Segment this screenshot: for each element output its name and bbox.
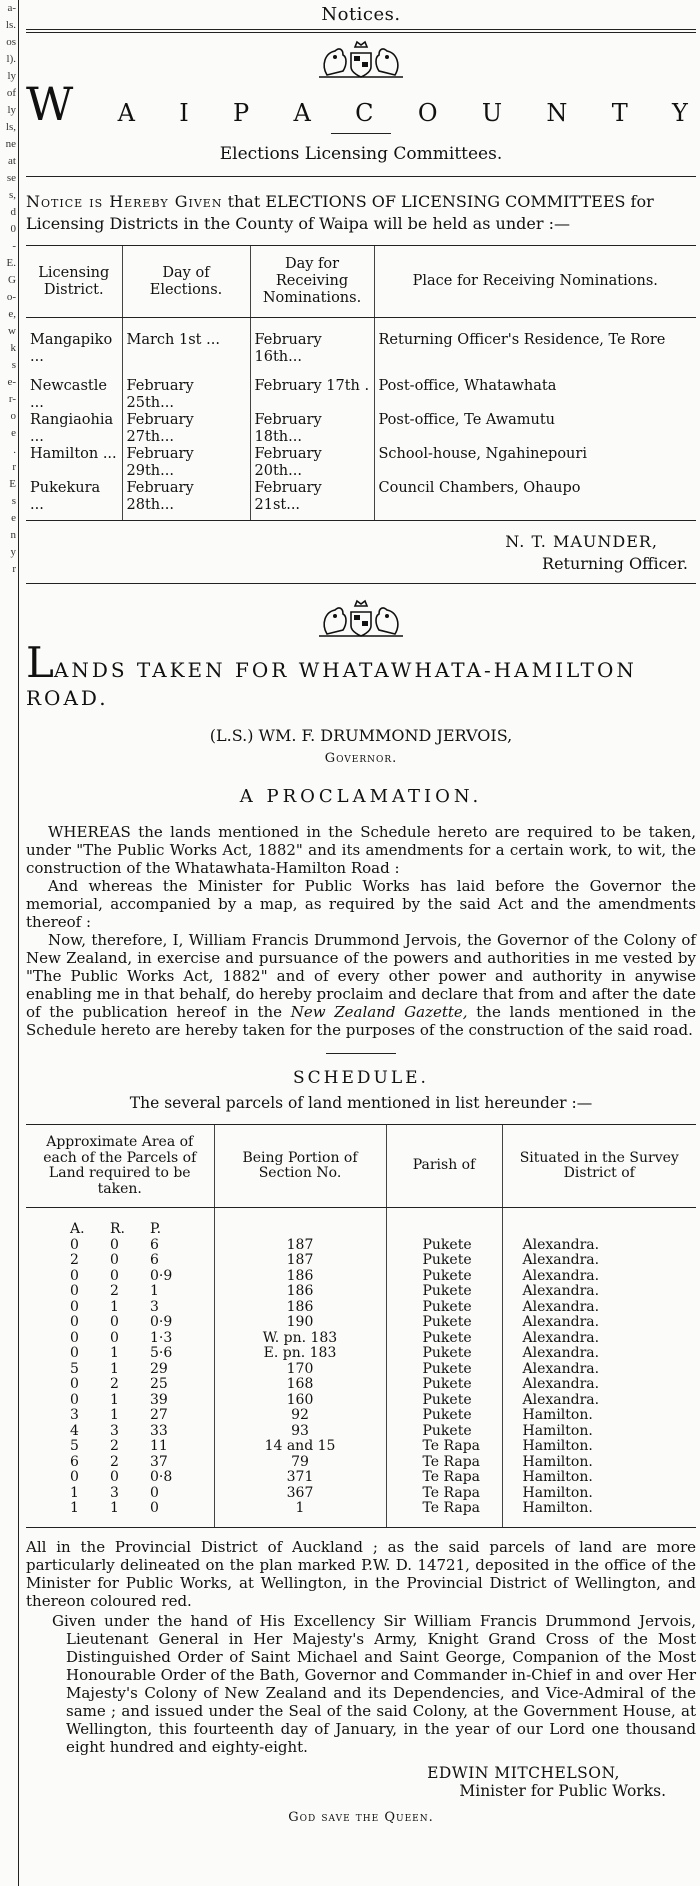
gutter-fragment: se <box>6 172 16 184</box>
cell-district: Alexandra. <box>502 1346 696 1362</box>
cell-area <box>26 1393 214 1409</box>
table-row <box>26 1238 696 1254</box>
cell-section: 93 <box>214 1424 386 1440</box>
gutter-fragment: o <box>10 410 16 422</box>
governor-name: (L.S.) WM. F. DRUMMOND JERVOIS, <box>209 726 513 745</box>
area-r: 1 <box>110 1391 119 1408</box>
gutter-fragment: e- <box>7 376 16 388</box>
given-under-hand: Given under the hand of His Excellency Sir William Francis Drummond Jervois, Lieutenant General in Her Majesty's Army, Knight Grand Cross of the Most Distinguished Order of Saint Michael and Saint George, Companion of the Most Honourable Order of the Bath, Governor and Commander in-Chief in and over Her Majesty's Colony of New Zealand and its Dependencies, and Vice-Admiral of the same ; and issued under the Seal of the said Colony, at the Government House, at Wellington, this fourteenth day of January, in the year of our Lord one thousand eight hundred and eighty-eight. <box>52 1611 696 1756</box>
area-r: 2 <box>110 1283 119 1299</box>
divider <box>326 1053 396 1054</box>
unit-acres: A. <box>70 1221 85 1237</box>
county-letter: Y <box>672 99 690 127</box>
cell-parish: Pukete <box>386 1315 502 1331</box>
cell-district: Hamilton. <box>502 1408 696 1424</box>
column-header: Being Portion of Section No. <box>214 1125 386 1208</box>
paragraph: And whereas the Minister for Public Works has laid before the Governor the memorial, accompanied by a map, as required by the said Act and the amendments thereof : <box>26 877 696 931</box>
gutter-fragment: os <box>6 36 16 48</box>
table-row <box>26 412 696 446</box>
cell-area <box>26 1501 214 1527</box>
minister-signature <box>26 1764 696 1800</box>
header-rule <box>26 29 696 33</box>
gutter-fragment: y <box>10 546 16 558</box>
area-p: 29 <box>150 1360 168 1377</box>
area-r: 0 <box>110 1252 119 1268</box>
area-p: 6 <box>150 1252 159 1268</box>
notice-subheading: Elections Licensing Committees. <box>219 144 503 164</box>
minister-name: EDWIN MITCHELSON, <box>427 1763 620 1782</box>
gutter-fragment: e <box>11 512 16 524</box>
cell-district: Hamilton ... <box>30 446 117 462</box>
table-row <box>26 1331 696 1347</box>
notice-lead: Notice is Hereby Given <box>26 192 223 211</box>
cell-district: Alexandra. <box>502 1238 696 1254</box>
area-a: 0 <box>70 1236 79 1253</box>
cell-section: 367 <box>214 1486 386 1502</box>
table-row <box>26 1284 696 1300</box>
column-header: Day of Elections. <box>122 246 250 318</box>
schedule-heading: SCHEDULE. <box>293 1068 429 1088</box>
cell-district: Alexandra. <box>502 1253 696 1269</box>
gutter-fragment: at <box>8 155 16 167</box>
cell-area <box>26 1346 214 1362</box>
cell-section: 371 <box>214 1470 386 1486</box>
signer-name: N. T. MAUNDER, <box>505 532 658 551</box>
cell-district: Alexandra. <box>502 1284 696 1300</box>
county-letter: W <box>26 77 76 131</box>
cell-place: School-house, Ngahinepouri <box>374 446 696 480</box>
area-a: 0 <box>70 1391 79 1408</box>
notice-lands-taken <box>26 598 696 1825</box>
title-initial: L <box>26 638 54 687</box>
area-r: 1 <box>110 1360 119 1377</box>
cell-area <box>26 1486 214 1502</box>
area-p: 0 <box>150 1484 159 1501</box>
section-divider <box>26 583 696 584</box>
area-a: 3 <box>70 1407 79 1423</box>
cell-parish: Pukete <box>386 1424 502 1440</box>
cell-area <box>26 1470 214 1486</box>
cell-area <box>26 1377 214 1393</box>
table-row <box>26 1455 696 1471</box>
area-r: 0 <box>110 1267 119 1284</box>
table-row <box>26 480 696 521</box>
county-letter: N <box>546 99 570 127</box>
signer-title: Returning Officer. <box>542 554 688 573</box>
cell-section: 190 <box>214 1315 386 1331</box>
area-a: 4 <box>70 1422 79 1439</box>
cell-district: Alexandra. <box>502 1315 696 1331</box>
column-header: Licensing District. <box>26 246 122 318</box>
area-r: 0 <box>110 1329 119 1346</box>
table-row <box>26 1408 696 1424</box>
cell-parish: Pukete <box>386 1300 502 1316</box>
area-a: 1 <box>70 1500 79 1516</box>
governor-title: Governor. <box>324 751 398 766</box>
area-a: 0 <box>70 1329 79 1346</box>
royal-coat-of-arms-icon <box>26 39 696 79</box>
area-r: 2 <box>110 1438 119 1454</box>
cell-parish: Pukete <box>386 1393 502 1409</box>
cell-parish: Pukete <box>386 1284 502 1300</box>
cell-election: March 1st ... <box>122 318 250 379</box>
cell-nominations: February 16th... <box>250 318 374 379</box>
cell-election: February 27th... <box>122 412 250 446</box>
gutter-fragment: l). <box>6 53 16 65</box>
cell-nominations: February 17th . <box>250 378 374 412</box>
gutter-fragment: r <box>12 563 16 575</box>
gutter-fragment: E. <box>6 257 16 269</box>
returning-officer-signature <box>26 531 696 575</box>
cell-parish: Pukete <box>386 1346 502 1362</box>
area-p: 0·9 <box>150 1314 173 1330</box>
cell-section: 168 <box>214 1377 386 1393</box>
cell-section: E. pn. 183 <box>214 1346 386 1362</box>
cell-parish: Pukete <box>386 1408 502 1424</box>
schedule-subheading: The several parcels of land mentioned in list hereunder :— <box>129 1094 593 1112</box>
cell-parish: Te Rapa <box>386 1486 502 1502</box>
area-r: 1 <box>110 1407 119 1423</box>
table-row <box>26 1486 696 1502</box>
area-r: 3 <box>110 1484 119 1501</box>
gutter-fragment: 0 <box>10 223 16 235</box>
area-p: 0·9 <box>150 1267 173 1284</box>
page-header-title: Notices. <box>321 4 401 25</box>
table-row <box>26 1346 696 1362</box>
licensing-elections-table <box>26 245 696 521</box>
gutter-fragment: d <box>10 206 16 218</box>
cell-parish: Pukete <box>386 1269 502 1285</box>
gutter-fragment: ly <box>7 70 16 82</box>
schedule-table <box>26 1124 696 1528</box>
cell-district: Alexandra. <box>502 1377 696 1393</box>
cell-district: Alexandra. <box>502 1393 696 1409</box>
table-row <box>26 1269 696 1285</box>
cell-district: Alexandra. <box>502 1300 696 1316</box>
cell-election: February 28th... <box>122 480 250 521</box>
gutter-fragment: ls, <box>5 121 16 133</box>
column-header: Approximate Area of each of the Parcels of Land required to be taken. <box>26 1125 214 1208</box>
unit-perches: P. <box>150 1221 162 1237</box>
gutter-fragment: s <box>11 359 16 371</box>
cell-district: Alexandra. <box>502 1269 696 1285</box>
gutter-fragment: r <box>12 461 16 473</box>
cell-area <box>26 1424 214 1440</box>
cell-place: Returning Officer's Residence, Te Rore <box>374 318 696 379</box>
divider <box>331 133 391 134</box>
area-r: 0 <box>110 1236 119 1253</box>
unit-roods: R. <box>110 1221 125 1237</box>
cell-district: Hamilton. <box>502 1501 696 1527</box>
area-p: 0 <box>150 1500 159 1516</box>
cell-section: 187 <box>214 1253 386 1269</box>
cell-section: 186 <box>214 1284 386 1300</box>
gutter-fragment: w <box>8 325 16 337</box>
cell-section: 92 <box>214 1408 386 1424</box>
area-p: 5·6 <box>150 1345 173 1361</box>
cell-section: 186 <box>214 1269 386 1285</box>
cell-parish: Te Rapa <box>386 1439 502 1455</box>
area-p: 0·8 <box>150 1469 173 1485</box>
gutter-fragment: e, <box>8 308 16 320</box>
area-p: 39 <box>150 1391 168 1408</box>
title-text: ANDS TAKEN FOR WHATAWHATA-HAMILTON ROAD. <box>26 658 637 710</box>
cell-district: Alexandra. <box>502 1331 696 1347</box>
area-a: 0 <box>70 1345 79 1361</box>
cell-nominations: February 20th... <box>250 446 374 480</box>
area-r: 0 <box>110 1314 119 1330</box>
area-p: 3 <box>150 1298 159 1315</box>
county-letter: U <box>481 99 505 127</box>
table-row <box>26 1501 696 1527</box>
cell-area <box>26 1362 214 1378</box>
area-p: 37 <box>150 1453 168 1470</box>
area-p: 6 <box>150 1236 159 1253</box>
area-r: 1 <box>110 1298 119 1315</box>
cell-parish: Pukete <box>386 1362 502 1378</box>
cell-section: 187 <box>214 1238 386 1254</box>
cell-district: Hamilton. <box>502 1470 696 1486</box>
county-letter: A <box>117 99 137 127</box>
cell-area <box>26 1455 214 1471</box>
gutter-fragment: ly <box>7 104 16 116</box>
cell-parish: Te Rapa <box>386 1501 502 1527</box>
cell-section: 14 and 15 <box>214 1439 386 1455</box>
area-p: 11 <box>150 1438 168 1454</box>
area-a: 5 <box>70 1360 79 1377</box>
area-r: 2 <box>110 1453 119 1470</box>
cell-place: Council Chambers, Ohaupo <box>374 480 696 521</box>
gutter-fragment: . <box>13 444 16 456</box>
cell-parish: Te Rapa <box>386 1455 502 1471</box>
area-a: 0 <box>70 1267 79 1284</box>
cell-election: February 29th... <box>122 446 250 480</box>
area-p: 27 <box>150 1407 168 1423</box>
gutter-fragment: o- <box>6 291 16 303</box>
gutter-fragment: n <box>10 529 16 541</box>
cell-area <box>26 1284 214 1300</box>
royal-coat-of-arms-icon <box>26 598 696 638</box>
proclamation-heading: A PROCLAMATION. <box>239 786 483 807</box>
cell-parish: Pukete <box>386 1253 502 1269</box>
area-a: 0 <box>70 1298 79 1315</box>
column-header: Day for Receiving Nominations. <box>250 246 374 318</box>
divider <box>26 176 696 177</box>
cell-parish: Te Rapa <box>386 1470 502 1486</box>
table-row <box>26 1362 696 1378</box>
county-letter: T <box>611 99 630 127</box>
cell-place: Post-office, Whatawhata <box>374 378 696 412</box>
column-header: Place for Receiving Nominations. <box>374 246 696 318</box>
paragraph-part: the lands mentioned in the Schedule hereto are hereby taken for the purposes of the construction of the said road. <box>26 1003 696 1039</box>
cell-district: Hamilton. <box>502 1424 696 1440</box>
cell-parish: Pukete <box>386 1238 502 1254</box>
cell-section: 1 <box>214 1501 386 1527</box>
area-units <box>26 1208 214 1238</box>
county-letter: I <box>179 99 191 127</box>
gutter-fragment: G <box>8 274 16 286</box>
cell-district: Alexandra. <box>502 1362 696 1378</box>
gutter-fragment: ne <box>5 138 16 150</box>
county-letter: O <box>417 99 440 127</box>
area-p: 1 <box>150 1283 159 1299</box>
area-p: 25 <box>150 1376 168 1392</box>
gazette-name: New Zealand Gazette, <box>290 1003 468 1021</box>
cell-section: 160 <box>214 1393 386 1409</box>
table-row <box>26 1393 696 1409</box>
paragraph-part: Now, therefore, I, William Francis Drummond Jervois, the Governor of the Colony of New Zealand, in exercise and pursuance of the powers and authorities in me vested by "The Public Works Act, 1882" and of every other power and authority in anywise enabling me in that behalf, do hereby proclaim and declare that from and after the date of the publication hereof in the <box>26 931 696 1021</box>
cell-election: February 25th... <box>122 378 250 412</box>
cell-district: Pukekura ... <box>26 480 122 521</box>
notice-body: that ELECTIONS OF LICENSING COMMITTEES for Licensing Districts in the County of Waipa will be held as under :— <box>26 192 654 233</box>
cell-section: 186 <box>214 1300 386 1316</box>
schedule-footnote: All in the Provincial District of Auckland ; as the said parcels of land are more particularly delineated on the plan marked P.W. D. 14721, deposited in the office of the Minister for Public Works, at Wellington, in the Provincial District of Wellington, and thereon coloured red. <box>26 1537 696 1610</box>
cell-district: Hamilton. <box>502 1455 696 1471</box>
area-a: 0 <box>70 1469 79 1485</box>
gutter-fragment: of <box>6 87 16 99</box>
cell-area <box>26 1300 214 1316</box>
table-row <box>26 1424 696 1440</box>
column-header: Parish of <box>386 1125 502 1208</box>
cell-section: W. pn. 183 <box>214 1331 386 1347</box>
closing-line: God save the Queen. <box>288 1809 434 1825</box>
notice-title <box>26 638 696 712</box>
area-r: 1 <box>110 1345 119 1361</box>
proclamation-body <box>26 823 696 1039</box>
cell-district: Hamilton. <box>502 1439 696 1455</box>
gutter-fragment: ls. <box>5 19 16 31</box>
cell-district: Hamilton. <box>502 1486 696 1502</box>
cell-area <box>26 1253 214 1269</box>
area-a: 2 <box>70 1252 79 1268</box>
gutter-fragment: s, <box>8 189 16 201</box>
cell-district: Mangapiko ... <box>30 332 113 365</box>
area-r: 1 <box>110 1500 119 1516</box>
table-row <box>26 318 696 379</box>
notice-text <box>26 191 696 235</box>
table-row <box>26 1253 696 1269</box>
table-row <box>26 1470 696 1486</box>
area-p: 1·3 <box>150 1329 173 1346</box>
cell-section: 79 <box>214 1455 386 1471</box>
area-a: 5 <box>70 1438 79 1454</box>
table-row <box>26 378 696 412</box>
gutter-fragment: r- <box>8 393 16 405</box>
area-a: 0 <box>70 1283 79 1299</box>
area-a: 1 <box>70 1484 79 1501</box>
paragraph <box>26 931 696 1039</box>
gutter-fragment: - <box>12 240 16 252</box>
cell-district: Newcastle ... <box>30 378 107 411</box>
area-r: 3 <box>110 1422 119 1439</box>
column-header: Situated in the Survey District of <box>502 1125 696 1208</box>
gutter-fragment: a- <box>7 2 16 14</box>
cell-area <box>26 1315 214 1331</box>
cell-place: Post-office, Te Awamutu <box>374 412 696 446</box>
cell-area <box>26 1408 214 1424</box>
cell-area <box>26 1269 214 1285</box>
cell-nominations: February 21st... <box>250 480 374 521</box>
cell-area <box>26 1439 214 1455</box>
area-a: 6 <box>70 1453 79 1470</box>
table-row <box>26 1377 696 1393</box>
paragraph: WHEREAS the lands mentioned in the Schedule hereto are required to be taken, under "The Public Works Act, 1882" and its amendments for a certain work, to wit, the construction of the Whatawhata-Hamilton Road : <box>26 823 696 877</box>
county-letter: C <box>355 99 376 127</box>
area-a: 0 <box>70 1314 79 1330</box>
area-r: 2 <box>110 1376 119 1392</box>
cell-parish: Pukete <box>386 1377 502 1393</box>
county-letter: A <box>293 99 313 127</box>
gazette-page <box>26 0 696 1886</box>
gutter-fragment: e <box>11 427 16 439</box>
table-row <box>26 1300 696 1316</box>
area-p: 33 <box>150 1422 168 1439</box>
gutter-fragment: k <box>10 342 16 354</box>
table-row <box>26 1439 696 1455</box>
minister-title: Minister for Public Works. <box>459 1781 666 1800</box>
cell-district: Rangiaohia ... <box>30 412 114 445</box>
table-row <box>26 446 696 480</box>
gutter-fragment: s <box>11 495 16 507</box>
area-r: 0 <box>110 1469 119 1485</box>
cell-section: 170 <box>214 1362 386 1378</box>
gutter-fragment: E <box>9 478 16 490</box>
cell-parish: Pukete <box>386 1331 502 1347</box>
area-a: 0 <box>70 1376 79 1392</box>
notice-waipa-county <box>26 39 696 575</box>
table-row <box>26 1315 696 1331</box>
cell-nominations: February 18th... <box>250 412 374 446</box>
county-letter: P <box>233 99 252 127</box>
left-column-fragment <box>0 0 19 1886</box>
cell-area <box>26 1238 214 1254</box>
cell-area <box>26 1331 214 1347</box>
county-heading <box>26 77 696 131</box>
